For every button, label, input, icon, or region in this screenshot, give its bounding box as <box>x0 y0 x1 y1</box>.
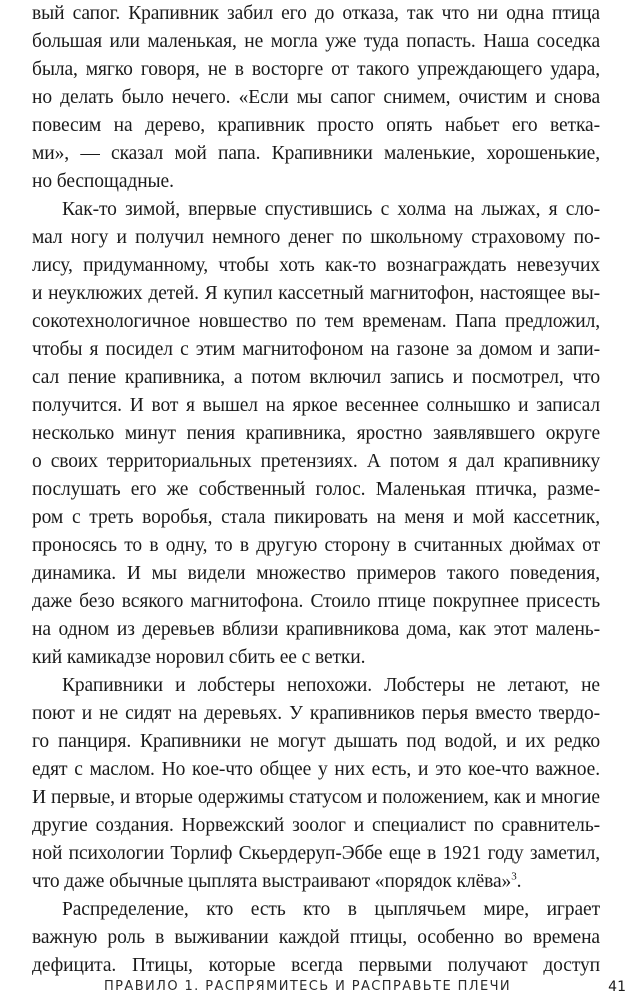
text-line: но беспощадные. <box>32 171 174 192</box>
text-line: большая или маленькая, не могла уже туда попасть. Наша соседка <box>32 31 600 52</box>
text-line-content: что даже обычные цыплята выстраивают «порядок клёва» <box>32 871 512 892</box>
text-line: и неуклюжих детей. Я купил кассетный магнитофон, настоящее вы- <box>32 283 600 304</box>
text-line: о своих территориальных претензиях. А потом я дал крапивнику <box>32 451 600 472</box>
page-footer <box>0 978 636 996</box>
text-line: сал пение крапивника, а потом включил запись и посмотрел, что <box>32 367 600 388</box>
text-line: на одном из деревьев вблизи крапивникова дома, как этот малень- <box>32 619 600 640</box>
text-line: Крапивники и лобстеры непохожи. Лобстеры не летают, не <box>62 675 600 696</box>
text-line: несколько минут пения крапивника, яростно заявлявшего округе <box>32 423 600 444</box>
text-line: другие создания. Норвежский зоолог и специалист по сравнитель- <box>32 815 600 836</box>
text-line: Распределение, кто есть кто в цыплячьем мире, играет <box>62 899 600 920</box>
text-line: Как-то зимой, впервые спустившись с холма на лыжах, я сло- <box>62 199 600 220</box>
text-line: важную роль в выживании каждой птицы, особенно во времена <box>32 927 600 948</box>
text-line: проносясь то в одну, то в другую сторону в считанных дюймах от <box>32 535 600 556</box>
text-line: даже безо всякого магнитофона. Стоило птице покрупнее присесть <box>32 591 600 612</box>
sentence-period: . <box>516 871 522 892</box>
text-line: послушать его же собственный голос. Маленькая птичка, разме- <box>32 479 600 500</box>
text-line: ной психологии Торлиф Скьердеруп-Эббе еще в 1921 году заметил, <box>32 843 600 864</box>
text-line: лису, придуманному, чтобы хоть как-то вознаграждать невезучих <box>32 255 600 276</box>
text-line: но делать было нечего. «Если мы сапог снимем, очистим и снова <box>32 87 600 108</box>
text-line: повесим на дерево, крапивник просто опять набьет его ветка- <box>32 115 600 136</box>
text-line: вый сапог. Крапивник забил его до отказа, так что ни одна птица <box>32 3 600 24</box>
text-line: дефицита. Птицы, которые всегда первыми получают доступ <box>32 955 600 976</box>
text-line: го панциря. Крапивники не могут дышать под водой, и их редко <box>32 731 600 752</box>
running-head: ПРАВИЛО 1. РАСПРЯМИТЕСЬ И РАСПРАВЬТЕ ПЛЕЧИ <box>104 979 512 994</box>
footnote-marker: 3 <box>511 870 517 883</box>
text-line: едят с маслом. Но кое-что общее у них есть, и это кое-что важное. <box>32 759 600 780</box>
text-line: получится. И вот я вышел на яркое весеннее солнышко и записал <box>32 395 600 416</box>
text-line: поют и не сидят на деревьях. У крапивников перья вместо твердо- <box>32 703 600 724</box>
text-line: сокотехнологичное новшество по тем временам. Папа предложил, <box>32 311 600 332</box>
text-line: кий камикадзе норовил сбить ее с ветки. <box>32 647 366 668</box>
text-line: чтобы я посидел с этим магнитофоном на газоне за домом и запи- <box>32 339 600 360</box>
text-line: ром с треть воробья, стала пикировать на меня и мой кассетник, <box>32 507 600 528</box>
text-line: И первые, и вторые одержимы статусом и положением, как и многие <box>32 787 600 808</box>
text-line-with-footnote <box>32 868 600 896</box>
text-line: была, мягко говоря, не в восторге от такого упреждающего удара, <box>32 59 600 80</box>
text-line: ми», — сказал мой папа. Крапивники маленькие, хорошенькие, <box>32 143 600 164</box>
page-number: 41 <box>608 979 626 995</box>
text-line: динамика. И мы видели множество примеров такого поведения, <box>32 563 600 584</box>
text-line: мал ногу и получил немного денег по школьному страховому по- <box>32 227 600 248</box>
